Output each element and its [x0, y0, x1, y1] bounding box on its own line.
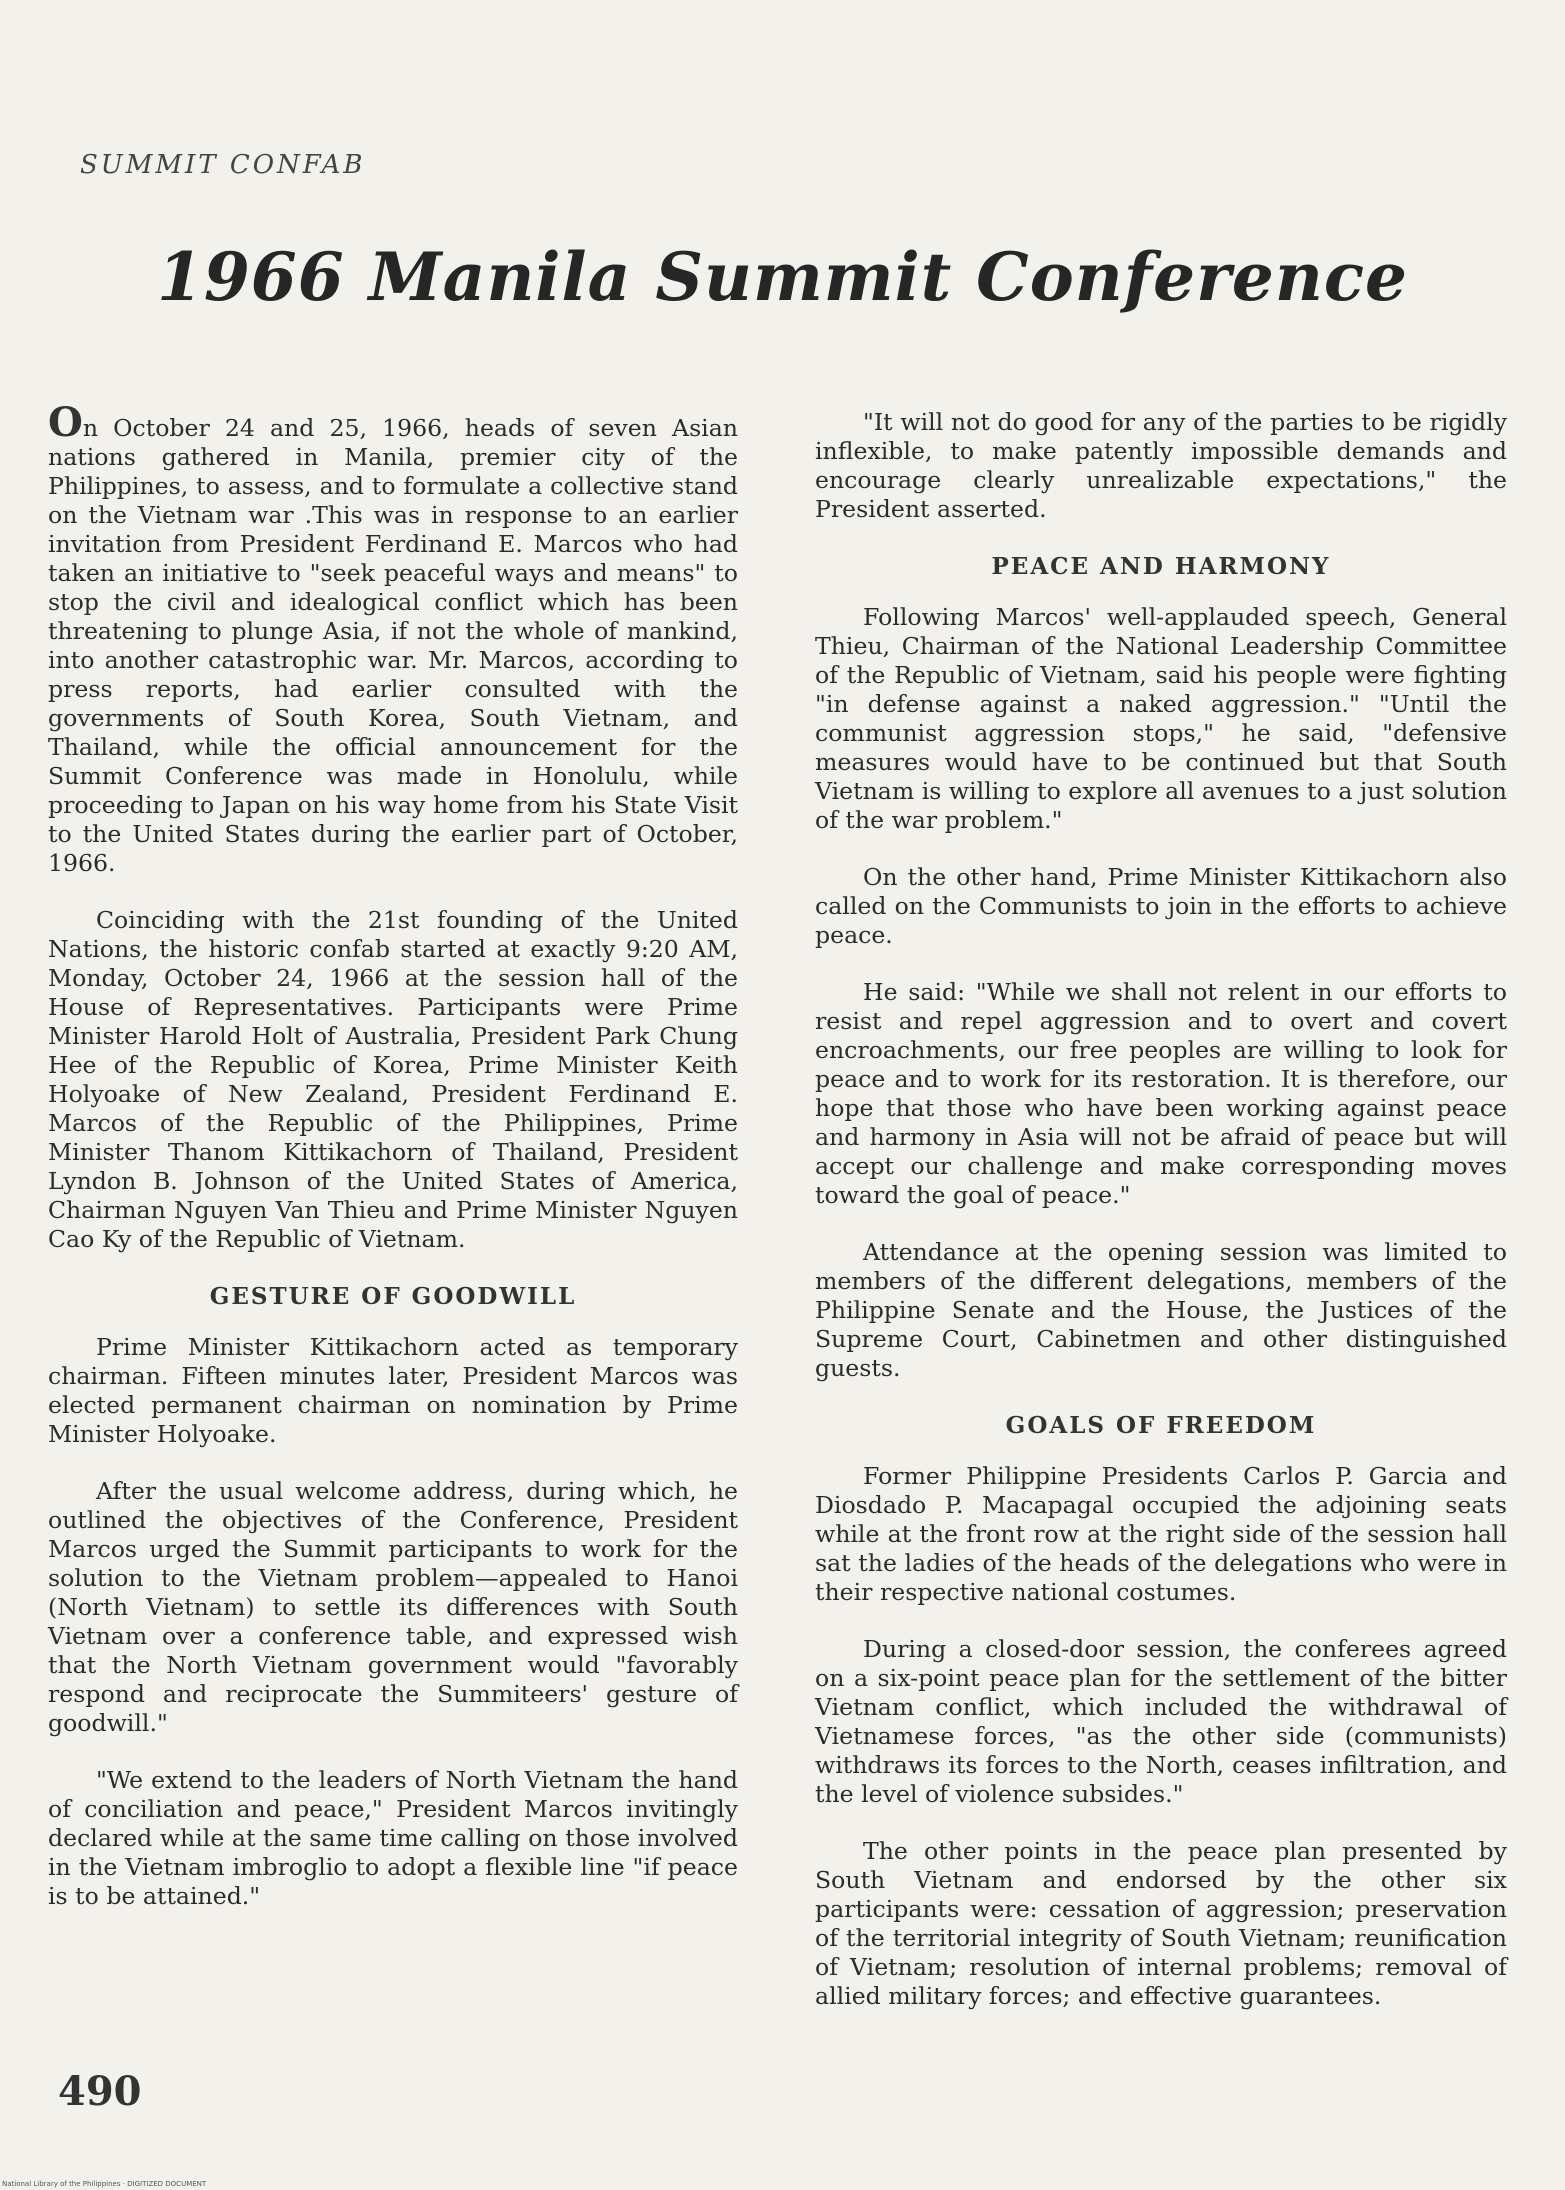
paragraph: He said: "While we shall not relent in our efforts to resist and repel aggression and to overt and covert encroachments, our free peoples are willing to look for peace and to work for its restoration. It is therefore, our hope that those who have been working against peace and harmony in Asia will not be afraid of peace but will accept our challenge and make corresponding moves toward the goal of peace.": [815, 978, 1507, 1209]
section-heading: GOALS OF FREEDOM: [1005, 1412, 1317, 1439]
page-number: 490: [58, 2068, 142, 2115]
section-heading: GESTURE OF GOODWILL: [209, 1283, 577, 1310]
paragraph: Former Philippine Presidents Carlos P. Garcia and Diosdado P. Macapagal occupied the adjoining seats while at the front row at the right side of the session hall sat the ladies of the heads of the delegations who were in their respective national costumes.: [815, 1462, 1507, 1606]
paragraph: The other points in the peace plan presented by South Vietnam and endorsed by the other six participants were: cessation of aggression; preservation of the territorial integrity of South Vietnam; reunification of Vietnam; resolution of internal problems; removal of allied military forces; and effective guarantees.: [815, 1837, 1507, 2010]
paragraph: Attendance at the opening session was limited to members of the different delegations, members of the Philippine Senate and the House, the Justices of the Supreme Court, Cabinetmen and other distinguished guests.: [815, 1238, 1507, 1382]
right-column: [815, 408, 1507, 2039]
left-column: [48, 399, 738, 1939]
paragraph: After the usual welcome address, during which, he outlined the objectives of the Conference, President Marcos urged the Summit participants to work for the solution to the Vietnam problem—appealed to Hanoi (North Vietnam) to settle its differences with South Vietnam over a conference table, and expressed wish that the North Vietnam government would "favorably respond and reciprocate the Summiteers' gesture of goodwill.": [48, 1477, 738, 1737]
paragraph: "It will not do good for any of the parties to be rigidly inflexible, to make patently impossible demands and encourage clearly unrealizable expectations," the President asserted.: [815, 408, 1507, 523]
paragraph: "We extend to the leaders of North Vietnam the hand of conciliation and peace," President Marcos invitingly declared while at the same time calling on those involved in the Vietnam imbroglio to adopt a flexible line "if peace is to be attained.": [48, 1766, 738, 1910]
section-label: SUMMIT CONFAB: [80, 150, 366, 180]
paragraph-text: n October 24 and 25, 1966, heads of seven Asian nations gathered in Manila, premier city of the Philippines, to assess, and to formulate a collective stand on the Vietnam war .This was in response to an earlier invitation from President Ferdinand E. Marcos who had taken an initiative to "seek peaceful ways and means" to stop the civil and idealogical conflict which has been threatening to plunge Asia, if not the whole of mankind, into another catastrophic war. Mr. Marcos, according to press reports, had earlier consulted with the governments of South Korea, South Vietnam, and Thailand, while the official announcement for the Summit Conference was made in Honolulu, while proceeding to Japan on his way home from his State Visit to the United States during the earlier part of October, 1966.: [48, 414, 738, 877]
scan-footer-note: National Library of the Philippines · DIGITIZED DOCUMENT: [2, 2180, 207, 2188]
paragraph: Coinciding with the 21st founding of the United Nations, the historic confab started at exactly 9:20 AM, Monday, October 24, 1966 at the session hall of the House of Representatives. Participants were Prime Minister Harold Holt of Australia, President Park Chung Hee of the Republic of Korea, Prime Minister Keith Holyoake of New Zealand, President Ferdinand E. Marcos of the Republic of the Philippines, Prime Minister Thanom Kittikachorn of Thailand, President Lyndon B. Johnson of the United States of America, Chairman Nguyen Van Thieu and Prime Minister Nguyen Cao Ky of the Republic of Vietnam.: [48, 906, 738, 1253]
drop-cap: O: [48, 399, 83, 446]
paragraph: [48, 399, 738, 878]
paragraph: On the other hand, Prime Minister Kittikachorn also called on the Communists to join in the efforts to achieve peace.: [815, 863, 1507, 949]
section-heading: PEACE AND HARMONY: [991, 553, 1331, 580]
article-title: 1966 Manila Summit Conference: [156, 238, 1409, 316]
paragraph: Following Marcos' well-applauded speech, General Thieu, Chairman of the National Leadership Committee of the Republic of Vietnam, said his people were fighting "in defense against a naked aggression." "Until the communist aggression stops," he said, "defensive measures would have to be continued but that South Vietnam is willing to explore all avenues to a just solution of the war problem.": [815, 603, 1507, 834]
paragraph: During a closed-door session, the conferees agreed on a six-point peace plan for the settlement of the bitter Vietnam conflict, which included the withdrawal of Vietnamese forces, "as the other side (communists) withdraws its forces to the North, ceases infiltration, and the level of violence subsides.": [815, 1635, 1507, 1808]
paragraph: Prime Minister Kittikachorn acted as temporary chairman. Fifteen minutes later, President Marcos was elected permanent chairman on nomination by Prime Minister Holyoake.: [48, 1333, 738, 1448]
